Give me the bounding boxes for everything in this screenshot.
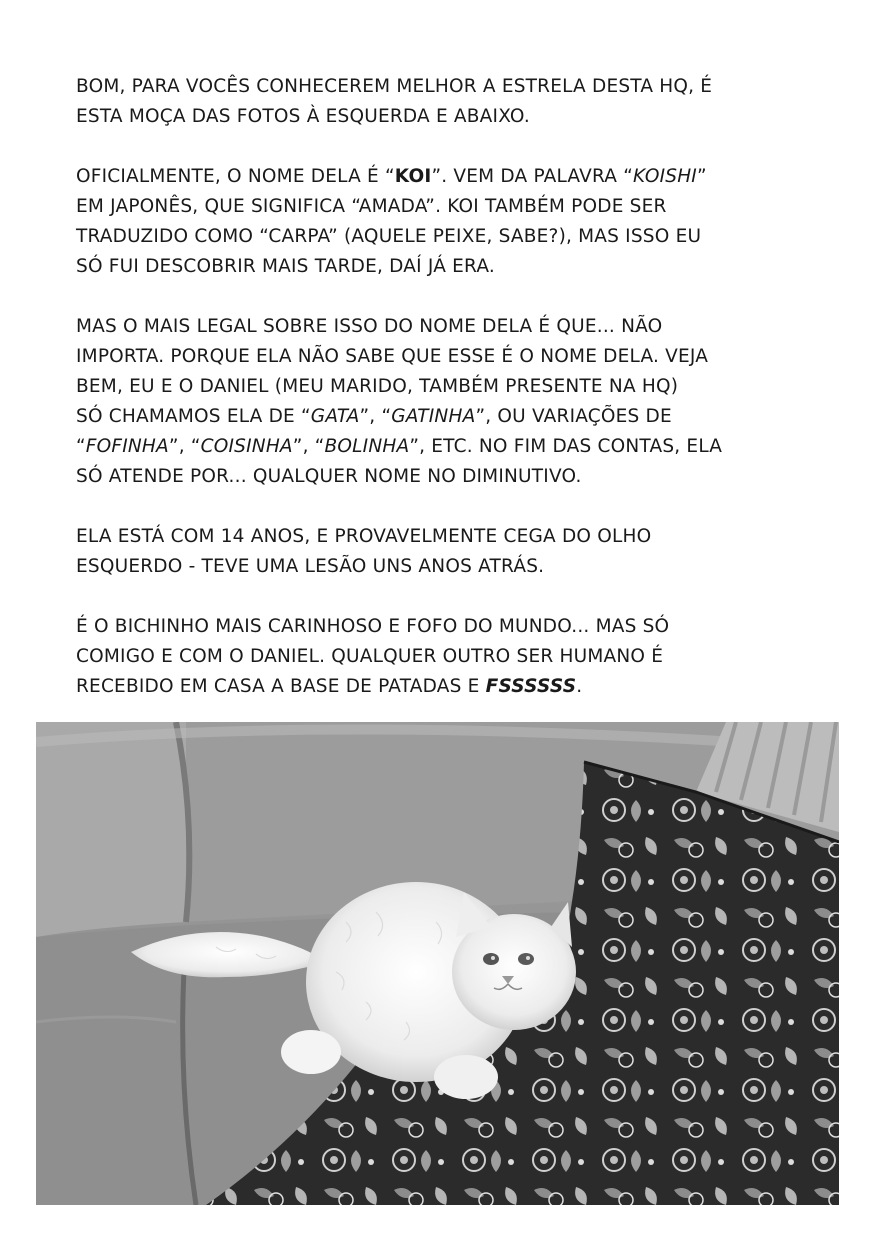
cat-right-eye bbox=[518, 953, 534, 965]
emphasized-text: KOI bbox=[394, 166, 432, 187]
text-segment: ”, OU VARIAÇÕES DE bbox=[475, 406, 672, 427]
text-line bbox=[76, 192, 816, 222]
sofa-back-left bbox=[36, 722, 186, 937]
text-segment: ”, ETC. NO FIM DAS CONTAS, ELA bbox=[409, 436, 723, 457]
cat-photo bbox=[36, 722, 839, 1205]
emphasized-text: FSSSSSS bbox=[485, 676, 577, 697]
text-line bbox=[76, 522, 816, 552]
text-line bbox=[76, 342, 816, 372]
text-line bbox=[76, 222, 816, 252]
text-segment: OFICIALMENTE, O NOME DELA É “ bbox=[76, 166, 395, 187]
text-line bbox=[76, 642, 816, 672]
text-segment: . bbox=[576, 676, 583, 697]
text-line bbox=[76, 102, 816, 132]
text-line bbox=[76, 312, 816, 342]
text-segment: ” bbox=[696, 166, 707, 187]
text-segment: “ bbox=[76, 436, 86, 457]
text-segment: SÓ CHAMAMOS ELA DE “ bbox=[76, 406, 311, 427]
paragraph bbox=[76, 72, 816, 132]
text-segment: COMIGO E COM O DANIEL. QUALQUER OUTRO SER HUMANO É bbox=[76, 646, 664, 667]
text-segment: TRADUZIDO COMO “CARPA” (AQUELE PEIXE, SABE?), MAS ISSO EU bbox=[76, 226, 702, 247]
text-segment: ”, “ bbox=[359, 406, 392, 427]
emphasized-text: BOLINHA bbox=[324, 436, 410, 457]
text-line bbox=[76, 432, 816, 462]
text-line bbox=[76, 162, 816, 192]
cat-left-eye bbox=[483, 953, 499, 965]
text-segment: SÓ FUI DESCOBRIR MAIS TARDE, DAÍ JÁ ERA. bbox=[76, 256, 495, 277]
emphasized-text: FOFINHA bbox=[85, 436, 169, 457]
text-line bbox=[76, 72, 816, 102]
text-line bbox=[76, 462, 816, 492]
emphasized-text: GATINHA bbox=[391, 406, 476, 427]
paragraph bbox=[76, 162, 816, 282]
text-segment: MAS O MAIS LEGAL SOBRE ISSO DO NOME DELA É QUE... NÃO bbox=[76, 316, 663, 337]
text-segment: ”, “ bbox=[292, 436, 325, 457]
paragraph bbox=[76, 612, 816, 702]
text-segment: BOM, PARA VOCÊS CONHECEREM MELHOR A ESTRELA DESTA HQ, É bbox=[76, 76, 713, 97]
narration-text bbox=[76, 72, 816, 732]
text-segment: RECEBIDO EM CASA A BASE DE PATADAS E bbox=[76, 676, 486, 697]
text-line bbox=[76, 612, 816, 642]
text-line bbox=[76, 672, 816, 702]
text-segment: ”, “ bbox=[168, 436, 201, 457]
text-line bbox=[76, 372, 816, 402]
text-segment: ELA ESTÁ COM 14 ANOS, E PROVAVELMENTE CEGA DO OLHO bbox=[76, 526, 652, 547]
text-segment: BEM, EU E O DANIEL (MEU MARIDO, TAMBÉM PRESENTE NA HQ) bbox=[76, 376, 679, 397]
text-segment: ”. VEM DA PALAVRA “ bbox=[431, 166, 633, 187]
emphasized-text: KOISHI bbox=[633, 166, 697, 187]
text-segment: IMPORTA. PORQUE ELA NÃO SABE QUE ESSE É O NOME DELA. VEJA bbox=[76, 346, 709, 367]
text-segment: EM JAPONÊS, QUE SIGNIFICA “AMADA”. KOI TAMBÉM PODE SER bbox=[76, 196, 667, 217]
cat-left-paw bbox=[281, 1030, 341, 1074]
text-line bbox=[76, 402, 816, 432]
text-segment: É O BICHINHO MAIS CARINHOSO E FOFO DO MUNDO... MAS SÓ bbox=[76, 616, 670, 637]
cat-right-paw bbox=[434, 1055, 498, 1099]
text-line bbox=[76, 552, 816, 582]
emphasized-text: COISINHA bbox=[200, 436, 293, 457]
cat-on-sofa-illustration bbox=[36, 722, 839, 1205]
text-segment: SÓ ATENDE POR... QUALQUER NOME NO DIMINUTIVO. bbox=[76, 466, 582, 487]
paragraph bbox=[76, 312, 816, 492]
text-segment: ESTA MOÇA DAS FOTOS À ESQUERDA E ABAIXO. bbox=[76, 106, 530, 127]
text-line bbox=[76, 252, 816, 282]
paragraph bbox=[76, 522, 816, 582]
emphasized-text: GATA bbox=[310, 406, 360, 427]
text-segment: ESQUERDO - TEVE UMA LESÃO UNS ANOS ATRÁS. bbox=[76, 556, 545, 577]
